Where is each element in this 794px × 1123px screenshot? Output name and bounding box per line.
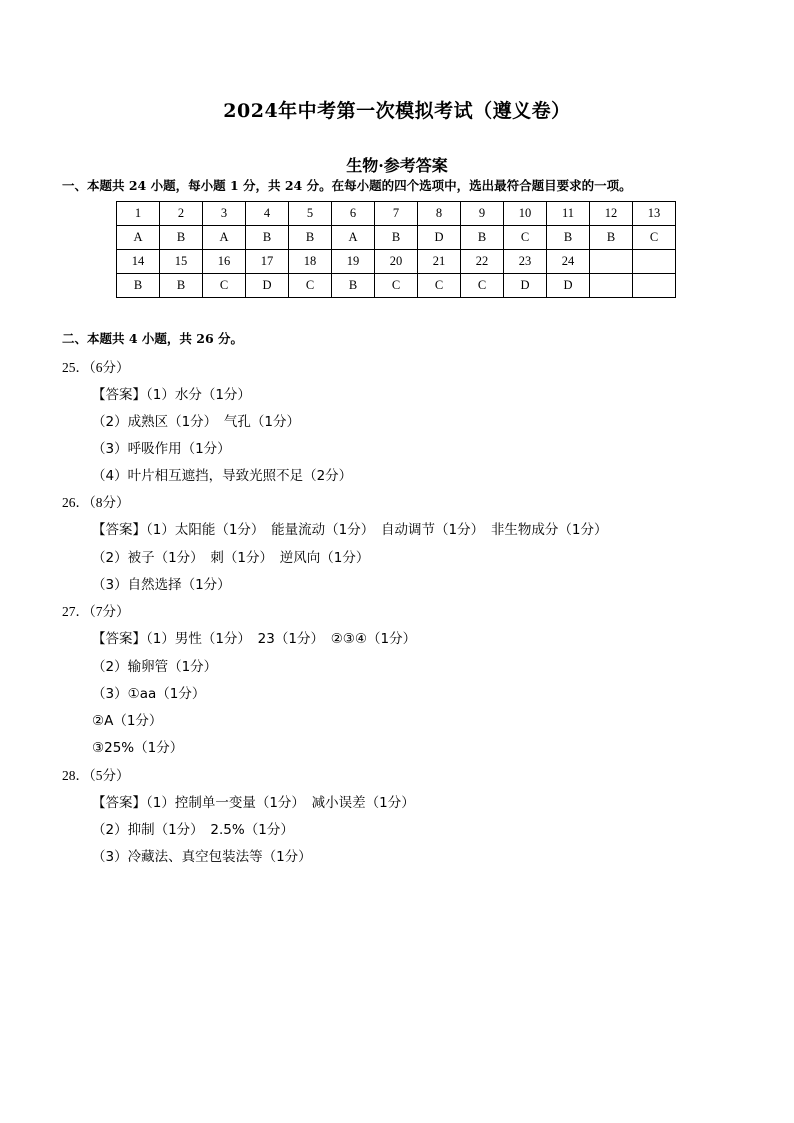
q26-answer-3: （3）自然选择（1分）	[92, 577, 231, 593]
q27-answer-3: （3）①aa（1分）	[92, 686, 206, 702]
q28-answer-2: （2）抑制（1分） 2.5%（1分）	[92, 822, 294, 838]
q25-answer-3: （3）呼吸作用（1分）	[92, 441, 231, 457]
answer-table-cell: 20	[375, 250, 418, 274]
answer-table-cell: 7	[375, 202, 418, 226]
answer-table-cell: 14	[117, 250, 160, 274]
answer-table-cell	[633, 250, 676, 274]
answer-table-cell: 15	[160, 250, 203, 274]
question-26-heading: 26．（8分）	[62, 495, 130, 510]
answer-table-cell: 11	[547, 202, 590, 226]
answer-table-cell: C	[633, 226, 676, 250]
q26-answer-2: （2）被子（1分） 刺（1分） 逆风向（1分）	[92, 550, 370, 566]
answer-table-cell: B	[289, 226, 332, 250]
answer-table-cell: 10	[504, 202, 547, 226]
answer-table-cell	[633, 274, 676, 298]
q25-answer-1: 【答案】（1）水分（1分）	[92, 387, 251, 403]
answer-table-cell: B	[117, 274, 160, 298]
section-2-heading: 二、本题共 4 小题，共 26 分。	[62, 331, 244, 346]
q25-answer-4: （4）叶片相互遮挡，导致光照不足（2分）	[92, 468, 353, 484]
answer-table-cell: 6	[332, 202, 375, 226]
q28-answer-3: （3）冷藏法、真空包装法等（1分）	[92, 849, 312, 865]
answer-table-cell: A	[203, 226, 246, 250]
answer-table	[116, 201, 676, 298]
answer-table-cell: B	[332, 274, 375, 298]
document-subtitle: 生物·参考答案	[346, 156, 448, 175]
answer-table-cell: 9	[461, 202, 504, 226]
answer-table-cell: 24	[547, 250, 590, 274]
answer-table-cell: B	[590, 226, 633, 250]
answer-table-cell: A	[332, 226, 375, 250]
answer-table-cell: C	[289, 274, 332, 298]
answer-table-cell: B	[246, 226, 289, 250]
answer-table-cell: 17	[246, 250, 289, 274]
answer-table-cell: 4	[246, 202, 289, 226]
q27-answer-1: 【答案】（1）男性（1分） 23（1分） ②③④（1分）	[92, 631, 417, 647]
q28-answer-1: 【答案】（1）控制单一变量（1分） 减小误差（1分）	[92, 795, 415, 811]
answer-table-cell: 16	[203, 250, 246, 274]
answer-table-row	[117, 202, 676, 226]
q25-answer-2: （2）成熟区（1分） 气孔（1分）	[92, 414, 301, 430]
section-1-heading: 一、本题共 24 小题，每小题 1 分，共 24 分。在每小题的四个选项中，选出最符合题目要求的一项。	[62, 178, 632, 193]
q26-answer-1: 【答案】（1）太阳能（1分） 能量流动（1分） 自动调节（1分） 非生物成分（1分）	[92, 522, 608, 538]
answer-table-cell: D	[418, 226, 461, 250]
answer-table-cell: 23	[504, 250, 547, 274]
answer-table-cell: 1	[117, 202, 160, 226]
question-25-heading: 25．（6分）	[62, 360, 130, 375]
answer-table-cell: 3	[203, 202, 246, 226]
answer-table-cell: 5	[289, 202, 332, 226]
answer-table-cell: 22	[461, 250, 504, 274]
answer-table-cell: C	[375, 274, 418, 298]
answer-table-cell: 19	[332, 250, 375, 274]
answer-table-cell	[590, 274, 633, 298]
answer-table-cell: 8	[418, 202, 461, 226]
answer-table-row	[117, 274, 676, 298]
answer-table-cell: 12	[590, 202, 633, 226]
answer-table-cell: C	[504, 226, 547, 250]
answer-table-cell: B	[160, 226, 203, 250]
answer-table-cell: 21	[418, 250, 461, 274]
answer-table-cell: D	[246, 274, 289, 298]
question-27-heading: 27．（7分）	[62, 604, 130, 619]
answer-table-row	[117, 226, 676, 250]
answer-table-cell: B	[375, 226, 418, 250]
answer-table-cell: 2	[160, 202, 203, 226]
answer-table-cell: C	[203, 274, 246, 298]
question-28-heading: 28．（5分）	[62, 768, 130, 783]
answer-table-cell: B	[461, 226, 504, 250]
answer-table-cell: A	[117, 226, 160, 250]
answer-table-cell: B	[547, 226, 590, 250]
answer-table-cell: D	[504, 274, 547, 298]
answer-table-cell: 13	[633, 202, 676, 226]
q27-answer-3b: ②A（1分）	[92, 713, 163, 729]
q27-answer-3c: ③25%（1分）	[92, 740, 184, 756]
answer-table-cell: C	[418, 274, 461, 298]
q27-answer-2: （2）输卵管（1分）	[92, 659, 218, 675]
answer-table-cell: C	[461, 274, 504, 298]
answer-table-row	[117, 250, 676, 274]
answer-table-cell: B	[160, 274, 203, 298]
answer-table-cell: 18	[289, 250, 332, 274]
answer-table-cell	[590, 250, 633, 274]
answer-table-cell: D	[547, 274, 590, 298]
document-title: 2024年中考第一次模拟考试（遵义卷）	[223, 100, 571, 122]
